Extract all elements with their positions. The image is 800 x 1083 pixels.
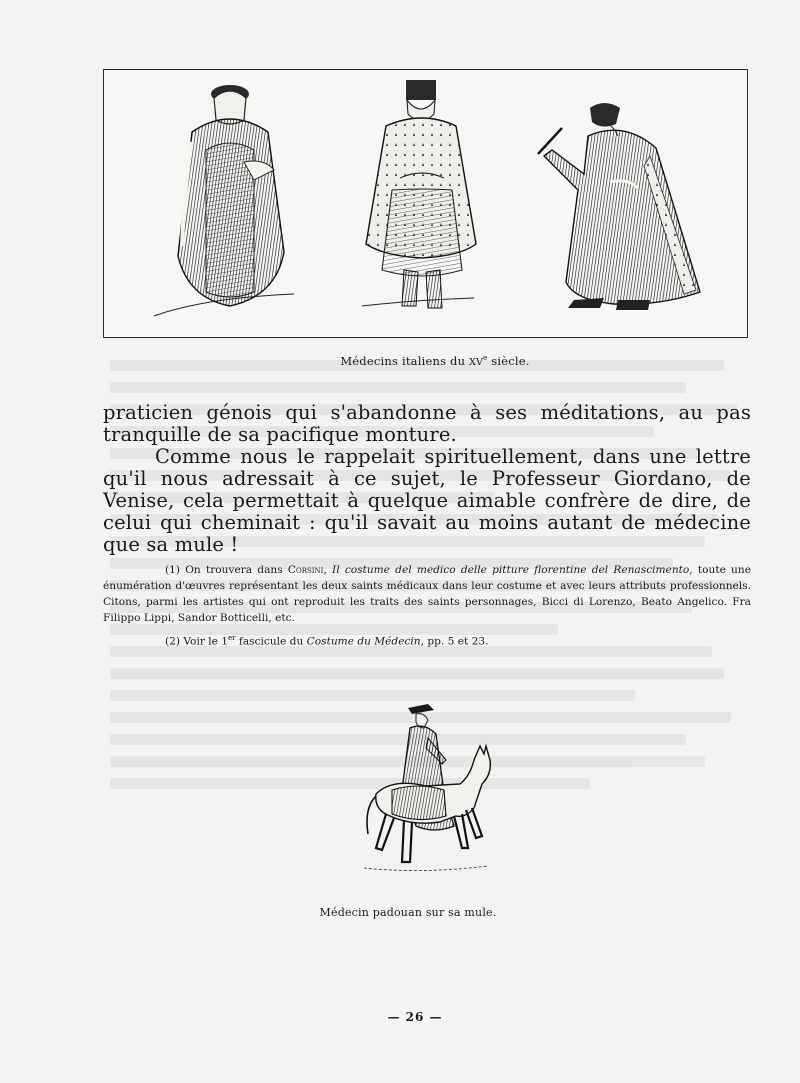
page-number: — 26 —: [387, 1010, 443, 1024]
footnote-1-lead: On trouvera dans: [180, 564, 288, 576]
footnote-2-superscript: er: [228, 634, 236, 642]
physician-figure-right: [538, 103, 700, 310]
footnote-2-marker: (2): [165, 635, 181, 648]
footnote-1-title: Il costume del medico delle pitture florentine del Renascimento,: [332, 564, 693, 576]
footnote-2-title: Costume du Médecin,: [306, 635, 424, 648]
caption-century-numeral: XV: [469, 357, 484, 368]
figure-caption-italian-physicians: [35, 354, 800, 368]
footnote-2-body: pp. 5 et 23.: [424, 635, 489, 648]
paragraph-2: Comme nous le rappelait spirituellement, dans une lettre qu'il nous adressait à ce sujet, le Professeur Giordano, de Venise, cela permettait à quelque aimable confrère de dire, de celui qui cheminait : qu'il savait au moins autant de médecine que sa mule !: [103, 445, 751, 556]
footnote-2: [103, 630, 751, 650]
footnote-1-marker: (1): [165, 564, 181, 576]
footnote-1-separator: ,: [323, 564, 333, 576]
figure-caption-mule: Médecin padouan sur sa mule.: [319, 906, 497, 919]
footnote-2-mid: fascicule du: [235, 635, 307, 648]
physician-figure-center: [362, 80, 476, 308]
illustration-italian-physicians: [103, 69, 748, 338]
physician-figure-left: [154, 85, 294, 316]
engraving-three-physicians: [104, 70, 749, 339]
footnote-2-lead: Voir le 1: [180, 635, 229, 648]
footnote-1-body: toute une énumération d'œuvres représentant les deux saints médicaux dans leur costume et avec leurs attributs professionnels. Citons, parmi les artistes qui ont reproduit les traits des saints personnages, Bicci di Lorenzo, Beato Angelico. Fra Filippo Lippi, Sandor Botticelli, etc.: [103, 564, 751, 624]
footnote-1: [103, 562, 751, 626]
caption-text-end: siècle.: [487, 354, 530, 368]
footnote-1-author: Corsini: [287, 564, 324, 576]
caption-superscript: e: [483, 354, 488, 363]
engraving-physician-on-mule: [362, 698, 494, 884]
caption-text: Médecins italiens du: [340, 354, 470, 368]
illustration-physician-on-mule: [362, 698, 494, 884]
paragraph-1: praticien génois qui s'abandonne à ses méditations, au pas tranquille de sa pacifique monture.: [103, 401, 751, 446]
main-text-block: [103, 402, 751, 556]
footnotes: [103, 562, 751, 654]
